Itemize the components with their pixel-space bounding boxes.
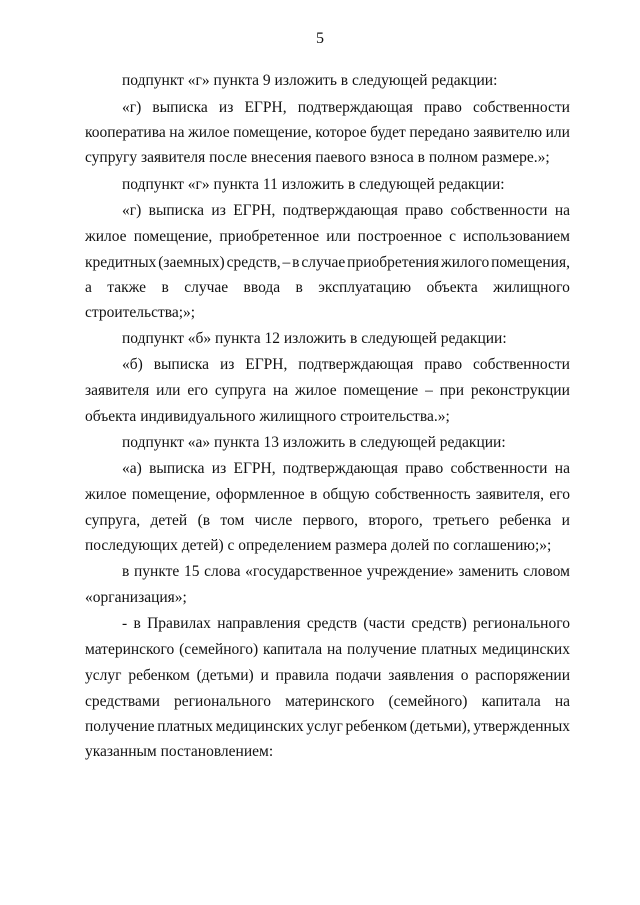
word: (семейного)	[388, 693, 468, 710]
word: при	[439, 382, 465, 399]
word: заявителя,	[475, 486, 545, 503]
word: Правилах	[147, 615, 211, 632]
text-line	[122, 460, 570, 478]
word: кооператива	[85, 124, 166, 141]
word: на	[554, 202, 570, 219]
word: о	[460, 667, 469, 684]
text-line	[122, 563, 570, 581]
word: построенное	[357, 228, 442, 245]
word: направления	[217, 615, 301, 632]
word: ЕГРН,	[245, 356, 288, 373]
text-line	[122, 356, 570, 374]
word: случае	[184, 279, 229, 296]
text-line	[85, 667, 570, 685]
word: жилое	[188, 124, 230, 141]
word: его	[549, 486, 570, 503]
word: -	[122, 615, 128, 632]
word: (в	[197, 512, 211, 529]
word: супруга,	[85, 512, 141, 529]
word: слова	[204, 563, 241, 580]
word: (детьми)	[196, 667, 254, 684]
word: в	[292, 254, 300, 271]
word: учреждение»	[366, 563, 454, 580]
word: помещение,	[233, 124, 312, 141]
word: также	[107, 279, 147, 296]
word: из	[218, 99, 234, 116]
word: а	[85, 279, 92, 296]
word: общую	[322, 486, 370, 503]
word: объекта	[426, 279, 478, 296]
word: собственности	[473, 356, 570, 373]
word: право	[424, 356, 463, 373]
text-line	[85, 382, 570, 400]
word: использованием	[463, 228, 570, 245]
word: ввода	[243, 279, 281, 296]
word: платных	[421, 641, 478, 658]
word: собственности	[450, 460, 548, 477]
word: капитала	[481, 693, 541, 710]
text-line: подпункт «г» пункта 11 изложить в следующей редакции:	[122, 176, 505, 193]
word: материнского	[85, 641, 175, 658]
word: жилое	[85, 486, 127, 503]
word: случае	[301, 254, 346, 271]
word: или	[326, 228, 351, 245]
word: (заемных)	[158, 254, 225, 271]
word: числе	[254, 512, 293, 529]
word: средств	[306, 615, 358, 632]
word: реконструкции	[470, 382, 570, 399]
word: на	[554, 693, 570, 710]
word: из	[211, 460, 227, 477]
text-line: указанным постановлением:	[85, 743, 274, 760]
word: средствами	[85, 693, 160, 710]
word: жилого	[441, 254, 490, 271]
word: заявителю	[473, 124, 543, 141]
text-line: подпункт «а» пункта 13 изложить в следующей редакции:	[122, 434, 506, 451]
word: заменить	[458, 563, 519, 580]
word: ЕГРН,	[233, 202, 276, 219]
word: средств)	[411, 615, 467, 632]
word: (семейного)	[179, 641, 259, 658]
word: медицинских	[481, 641, 570, 658]
word: жилищного	[493, 279, 570, 296]
word: получение	[85, 718, 155, 735]
word: –	[425, 382, 433, 399]
text-line: строительства;»;	[85, 304, 196, 321]
word: ребенком	[345, 718, 408, 735]
word: выписка	[152, 99, 208, 116]
word: жилое	[85, 228, 127, 245]
word: первого,	[302, 512, 359, 529]
word: пункте	[133, 563, 180, 580]
word: право	[405, 202, 444, 219]
word: в	[122, 563, 130, 580]
word: услуг	[85, 667, 122, 684]
word: детей	[150, 512, 188, 529]
text-line	[85, 693, 570, 711]
word: приобретенное	[219, 228, 320, 245]
word: ребенком	[128, 667, 190, 684]
word: «а)	[122, 460, 142, 477]
text-line: подпункт «г» пункта 9 изложить в следующей редакции:	[122, 72, 498, 89]
word: (части	[363, 615, 406, 632]
word: в	[295, 279, 303, 296]
word: супруга	[214, 382, 267, 399]
word: (детьми),	[409, 718, 471, 735]
text-line	[122, 615, 570, 633]
word: 15	[183, 563, 200, 580]
word: том	[220, 512, 245, 529]
word: собственности	[472, 99, 570, 116]
word: выписка	[149, 460, 205, 477]
word: материнского	[285, 693, 375, 710]
word: «г)	[122, 99, 142, 116]
word: подтверждающая	[298, 356, 414, 373]
word: помещения,	[491, 254, 570, 271]
word: помещение,	[131, 486, 211, 503]
word: на	[554, 460, 570, 477]
word: помещение	[343, 382, 419, 399]
word: «г)	[122, 202, 142, 219]
word: оформленное	[215, 486, 305, 503]
text-line	[85, 279, 570, 297]
text-line	[122, 99, 570, 117]
word: выписка	[148, 202, 205, 219]
word: право	[405, 460, 444, 477]
word: «б)	[122, 356, 143, 373]
word: подачи	[335, 667, 382, 684]
word: подтверждающая	[282, 202, 398, 219]
text-line	[85, 512, 570, 530]
word: второго,	[368, 512, 423, 529]
word: или	[545, 124, 570, 141]
word: в	[310, 486, 318, 503]
word: ЕГРН,	[233, 460, 276, 477]
word: выписка	[153, 356, 210, 373]
word: приобретения	[347, 254, 440, 271]
text-line: супругу заявителя после внесения паевого взноса в полном размере.»;	[85, 149, 550, 166]
text-line	[85, 486, 570, 504]
word: помещение,	[133, 228, 213, 245]
word: регионального	[174, 693, 271, 710]
text-line: последующих детей) с определением размера долей по соглашению;»;	[85, 537, 552, 554]
word: подтверждающая	[297, 99, 413, 116]
word: распоряжении	[475, 667, 570, 684]
word: в	[161, 279, 169, 296]
word: утвержденных	[473, 718, 570, 735]
word: подтверждающая	[282, 460, 399, 477]
word: передано	[409, 124, 470, 141]
word: регионального	[473, 615, 570, 632]
word: из	[219, 356, 235, 373]
text-line	[85, 254, 570, 272]
word: на	[327, 641, 343, 658]
word: или	[156, 382, 181, 399]
word: ребенка	[499, 512, 552, 529]
word: третьего	[433, 512, 490, 529]
word: собственности	[450, 202, 548, 219]
text-line	[122, 202, 570, 220]
text-line: объекта индивидуального жилищного строительства.»;	[85, 408, 450, 425]
word: средств,	[226, 254, 281, 271]
word: ЕГРН,	[244, 99, 287, 116]
word: услуг	[306, 718, 343, 735]
word: получение	[347, 641, 417, 658]
text-line: «организация»;	[85, 589, 187, 606]
word: заявителя	[85, 382, 150, 399]
word: собственность	[374, 486, 471, 503]
word: в	[133, 615, 141, 632]
word: и	[561, 512, 570, 529]
word: словом	[523, 563, 570, 580]
word: платных	[157, 718, 213, 735]
page-number: 5	[316, 30, 324, 47]
word: на	[169, 124, 185, 141]
word: заявления	[388, 667, 454, 684]
word: право	[423, 99, 462, 116]
word: жилое	[295, 382, 337, 399]
word: которое	[315, 124, 367, 141]
word: капитала	[263, 641, 323, 658]
word: с	[449, 228, 456, 245]
word: «государственное	[245, 563, 363, 580]
word: правила	[275, 667, 329, 684]
word: будет	[370, 124, 406, 141]
text-line	[85, 228, 570, 246]
word: из	[211, 202, 226, 219]
word: кредитных	[85, 254, 157, 271]
word: –	[282, 254, 291, 271]
word: его	[187, 382, 208, 399]
text-line	[85, 124, 570, 142]
text-line: подпункт «б» пункта 12 изложить в следующей редакции:	[122, 330, 507, 347]
text-line	[85, 641, 570, 659]
word: медицинских	[215, 718, 304, 735]
word: на	[272, 382, 289, 399]
word: и	[260, 667, 269, 684]
text-line	[85, 718, 570, 736]
word: эксплуатацию	[318, 279, 412, 296]
